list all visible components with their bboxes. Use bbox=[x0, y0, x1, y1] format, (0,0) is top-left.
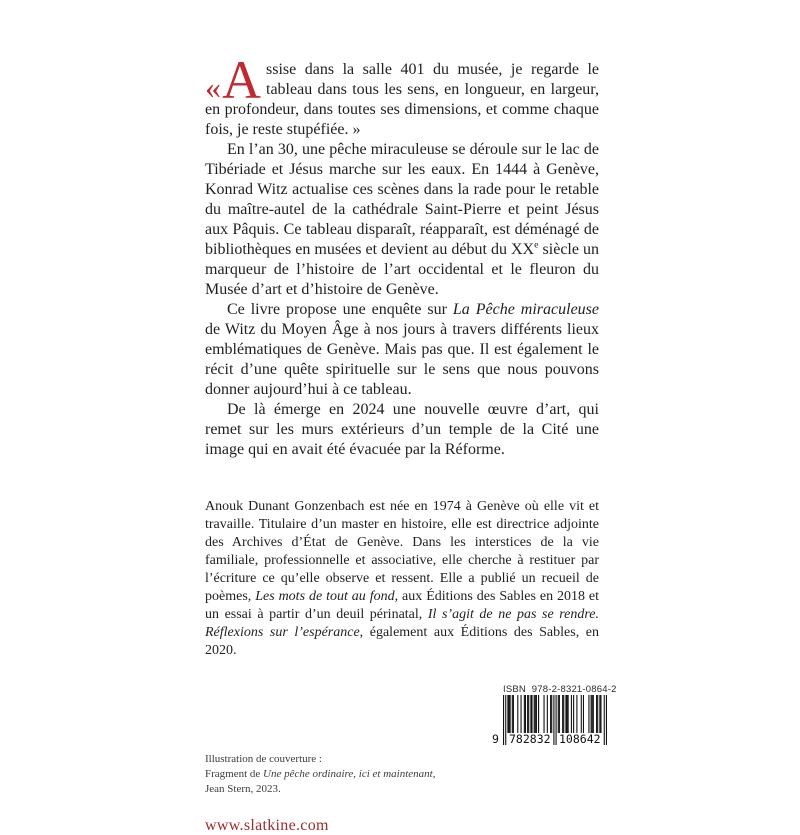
barcode-digit-group-left: 782832 bbox=[509, 732, 551, 746]
credit-line: Jean Stern, 2023. bbox=[205, 783, 281, 795]
quote-paragraph bbox=[205, 50, 599, 140]
cover-illustration-credit bbox=[205, 752, 599, 797]
credit-line: Fragment de Une pêche ordinaire, ici et maintenant, bbox=[205, 768, 436, 780]
author-bio: Anouk Dunant Gonzenbach est née en 1974 à Genève où elle vit et travaille. Titulaire d’un master en histoire, elle est directrice adjointe des Archives d’État de Genève. Dans les interstices de la vie familiale, professionnelle et associative, elle cherche à restituer par l’écriture ce qu’elle observe et ressent. Elle a publié un recueil de poèmes, Les mots de tout au fond, aux Éditions des Sables en 2018 et un essai à partir d’un deuil périnatal, Il s’agit de ne pas se rendre. Réflexions sur l’espérance, également aux Éditions des Sables, en 2020. bbox=[205, 499, 600, 658]
quote-text: ssise dans la salle 401 du musée, je regarde le tableau dans tous les sens, en longueur, en largeur, en profondeur, dans toutes ses dimensions, et comme chaque fois, je reste stupéfiée. » bbox=[205, 61, 599, 138]
isbn-number-label: ISBN 978-2-8321-0864-2 bbox=[503, 684, 617, 695]
barcode-bars bbox=[492, 695, 607, 746]
quote-lead bbox=[205, 50, 261, 110]
paragraph-new-artwork: De là émerge en 2024 une nouvelle œuvre d’art, qui remet sur les murs extérieurs d’un temple de la Cité une image qui en avait été évacuée par la Réforme. bbox=[205, 401, 599, 458]
barcode-digit-leading: 9 bbox=[492, 732, 499, 746]
drop-cap: A bbox=[222, 50, 261, 110]
isbn-barcode bbox=[492, 684, 617, 746]
credit-line: Illustration de couverture : bbox=[205, 753, 322, 765]
opening-guillemet: « bbox=[205, 69, 218, 105]
barcode-digit-group-right: 108642 bbox=[559, 732, 601, 746]
paragraph-book-description: Ce livre propose une enquête sur La Pêche miraculeuse de Witz du Moyen Âge à nos jours à travers différents lieux emblématiques de Genève. Mais pas que. Il est également le récit d’une quête spirituelle sur le sens que nous pouvons donner aujourd’hui à ce tableau. bbox=[205, 301, 599, 398]
paragraph-history: En l’an 30, une pêche miraculeuse se déroule sur le lac de Tibériade et Jésus marche sur les eaux. En 1444 à Genève, Konrad Witz actualise ces scènes dans la rade pour le retable du maître-autel de la cathédrale Saint-Pierre et peint Jésus aux Pâquis. Ce tableau disparaît, réapparaît, est déménagé de bibliothèques en musées et devient au début du XXe siècle un marqueur de l’histoire de l’art occidental et le fleuron du Musée d’art et d’histoire de Genève. bbox=[205, 141, 600, 298]
publisher-website-url: www.slatkine.com bbox=[205, 817, 329, 834]
